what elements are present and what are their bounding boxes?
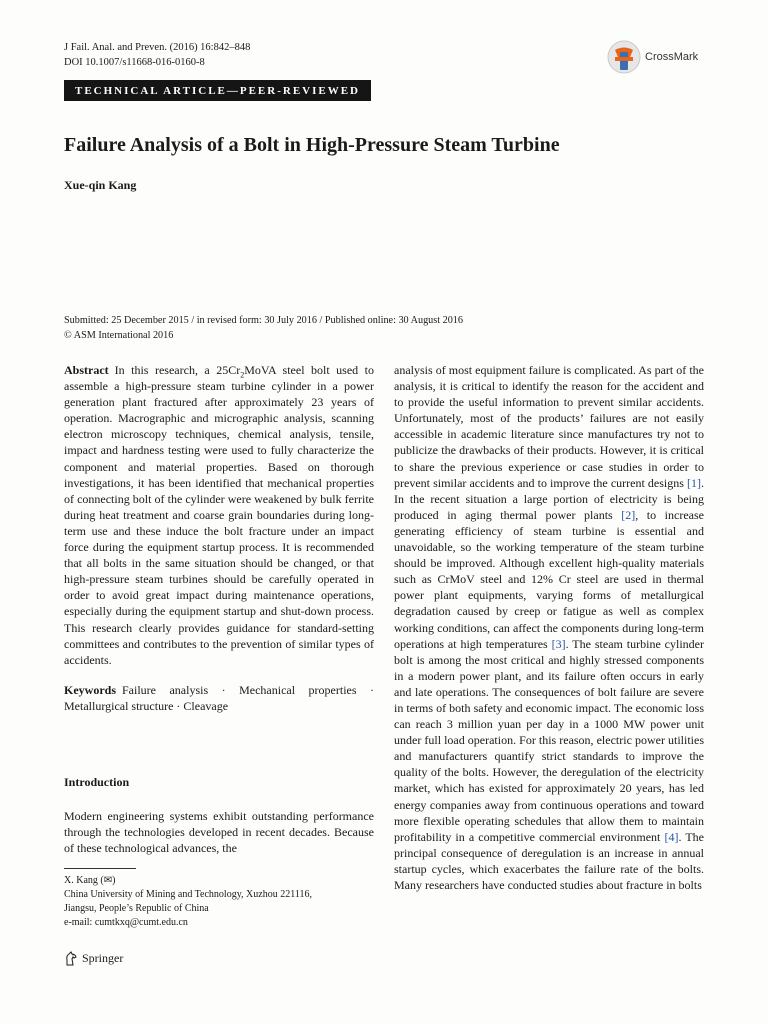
keywords-text: Failure analysis · Mechanical properties · Metallurgical structure · Cleavage [64,682,374,713]
intro-text: . The principal consequence of deregulation is an increase in annual startup cycles, which exacerbates the failure rate of the bolts. Many researchers have conducted studies about fracture in bolts [394,829,704,892]
introduction-text-right [394,362,704,893]
intro-text: , to increase generating efficiency of steam turbine is essential and unavoidable, so the working temperature of the steam turbine should be improved. Although excellent high-quality materials such as CrMoV steel and 12% Cr steel are used in thermal power plant equipments, varying forms of metallurgical degradation caused by creep or fatigue as well as complex working conditions, can affect the components during long-term operations at high temperatures [394,507,704,651]
affiliation-line-2: Jiangsu, People’s Republic of China [64,903,209,914]
abstract-subscript: 2 [240,370,245,380]
publisher-footer [64,951,123,966]
springer-horse-icon [64,951,78,966]
keywords [64,682,374,714]
author-email[interactable]: e-mail: cumtkxq@cumt.edu.cn [64,917,188,928]
intro-text: . In the recent situation a large portion of electricity is being produced in aging thermal power plants [394,475,704,522]
intro-text: analysis of most equipment failure is complicated. As part of the analysis, it is critical to identify the reason for the accident and to provide the useful information to prevent similar accidents. Unfortunately, most of the products’ failures are not easily accessible in academic literature since manufactures try not to publicize the drawbacks of their products. However, it is critical to share the previous experience or case studies in order to prevent similar accidents and to improve the current designs [394,363,704,490]
submission-history: Submitted: 25 December 2015 / in revised form: 30 July 2016 / Published online: 30 August 2016 [64,315,463,326]
section-heading-introduction: Introduction [64,774,130,789]
left-column [64,362,374,856]
reference-link[interactable]: [1] [687,475,701,490]
corresponding-author: X. Kang (✉) [64,875,116,886]
article-type-banner: TECHNICAL ARTICLE—PEER-REVIEWED [64,80,371,101]
abstract [64,362,374,668]
crossmark-icon [607,40,641,74]
abstract-text-a: In this research, a 25Cr [114,363,241,377]
abstract-label: Abstract [64,363,109,377]
doi[interactable]: DOI 10.1007/s11668-016-0160-8 [64,57,205,68]
abstract-text-b: MoVA steel bolt used to assemble a high-pressure steam turbine cylinder in a power generation plant fractured after approximately 23 years of operation. Macrographic and micrographic analysis, scanning electron microscopy techniques, chemical analysis, tensile, impact and hardness testing were used to fully characterize the component and material properties. Based on thorough investigations, it has been identified that mechanical properties of connecting bolt of the cylinder were weakened by bulk ferrite during heat treatment and coarse grain boundaries during long-term use and these induce the bolt fracture under an impact force during the equipment startup process. It is recommended that all bolts in the same situation should be changed, or that high-pressure steam turbines should be carefully operated in order to avoid great impact during maintenance operations, especially during the equipment startup and shut-down process. This research clearly provides guidance for standard-setting committees and contributes to the prevention of similar types of accidents. [64,363,374,667]
copyright: © ASM International 2016 [64,330,174,341]
journal-reference [64,40,250,70]
reference-link[interactable]: [4] [664,829,679,844]
article-title: Failure Analysis of a Bolt in High-Pressure Steam Turbine [64,134,560,156]
reference-link[interactable]: [2] [621,507,636,522]
crossmark-label: CrossMark [645,51,699,63]
crossmark-badge[interactable] [607,40,698,74]
right-column [394,362,704,893]
journal-citation: J Fail. Anal. and Preven. (2016) 16:842–848 [64,42,251,53]
publication-dates [64,313,463,343]
footnote-divider [64,868,136,869]
affiliation-line-1: China University of Mining and Technology, Xuzhou 221116, [64,889,312,900]
intro-text: . The steam turbine cylinder bolt is among the most critical and highly stressed components in a modern power plant, and its failure often occurs in early and late operations. The consequences of bolt failure are severe in terms of both safety and economic impact. The economic loss can reach 3 million yuan per day in a 1000 MW power unit under full load operation. For this reason, electric power utilities and manufacturers quantify strict standards to improve the quality of the bolts. However, the deregulation of the electricity market, which has existed for approximately 20 years, has led energy companies away from continuous operations and toward more flexible operating schedules that allow them to maintain profitability in a competitive commercial environment [394,636,704,844]
author-footnote [64,874,312,930]
author-name: Xue-qin Kang [64,178,137,192]
introduction-text-left: Modern engineering systems exhibit outstanding performance through the technologies developed in recent decades. Because of these technological advances, the [64,809,374,856]
keywords-label: Keywords [64,682,116,697]
publisher-name: Springer [82,951,124,965]
reference-link[interactable]: [3] [551,636,566,651]
